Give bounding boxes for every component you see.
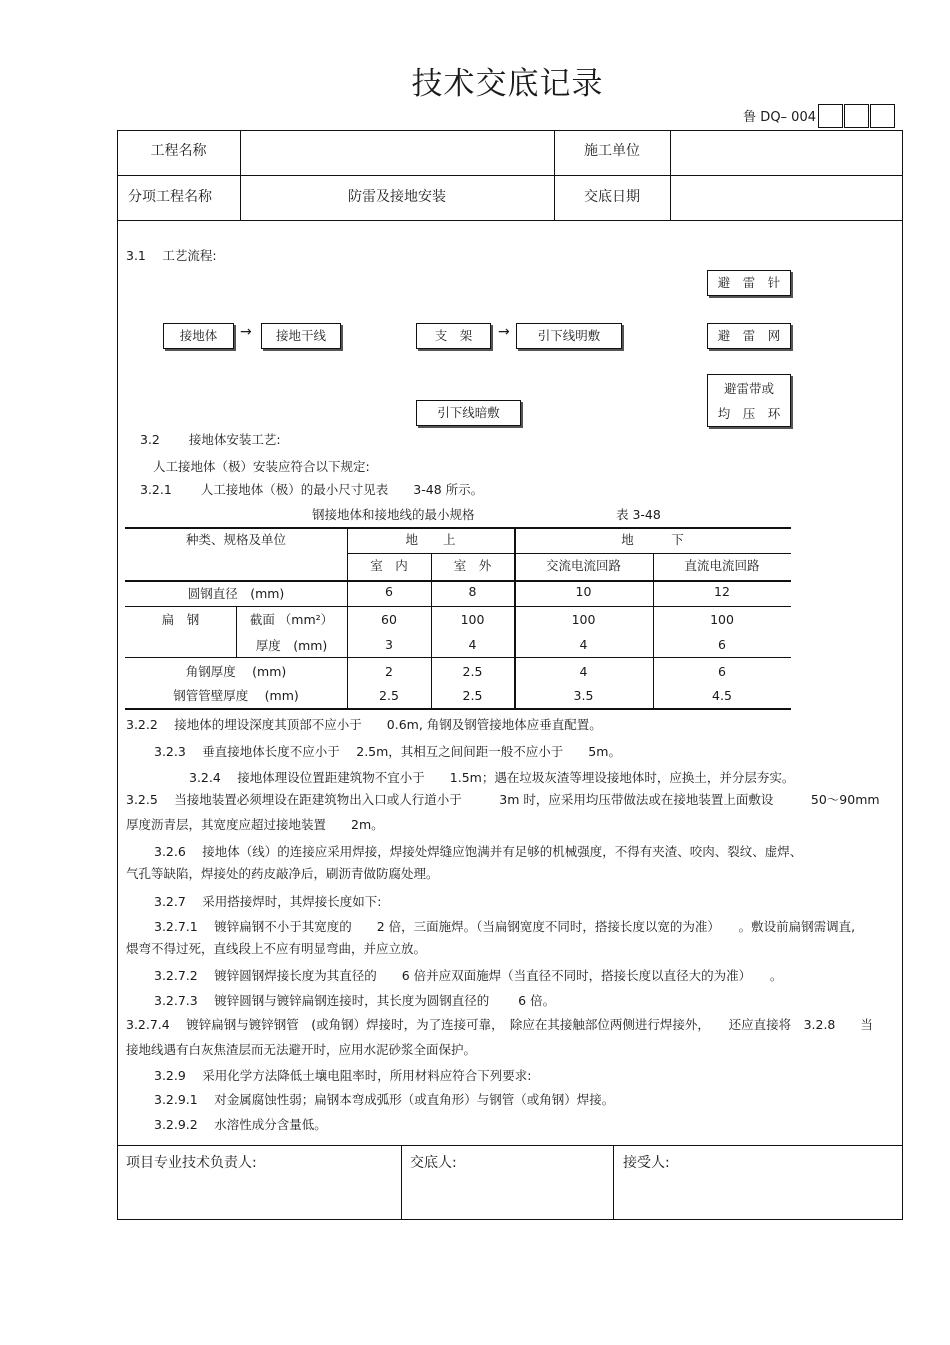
para-3-2-7-2: 3.2.7.2 镀锌圆钢焊接长度为其直径的 6 倍并应双面施焊（当直径不同时，搭接长度以直径大的为准） 。 xyxy=(154,968,783,983)
table-row-rule-2 xyxy=(125,657,791,658)
table-cell: 100 xyxy=(460,612,485,627)
table-subhead-rule xyxy=(347,553,791,554)
table-flat-steel-label: 扁 钢 xyxy=(161,612,200,627)
table-head-rule xyxy=(125,580,791,582)
flow-lightning-belt xyxy=(707,374,791,427)
flow-lightning-belt-line-1: 避雷带或 xyxy=(723,381,774,396)
para-3-2-7-4-line-2: 接地线遇有白灰焦渣层而无法避开时，应用水泥砂浆全面保护。 xyxy=(126,1042,477,1057)
frame-top xyxy=(117,130,903,131)
para-3-2-1: 3.2.1 人工接地体（极）的最小尺寸见表 3-48 所示。 xyxy=(140,482,484,497)
flow-down-exposed: 引下线明敷 xyxy=(516,323,622,349)
table-number: 表 3-48 xyxy=(616,507,661,522)
header-bottom xyxy=(117,220,903,221)
footer-col-1 xyxy=(401,1145,402,1219)
para-3-2-2: 3.2.2 接地体的埋设深度其顶部不应小于 0.6m, 角钢及钢管接地体应垂直配置。 xyxy=(126,717,602,732)
flow-down-concealed: 引下线暗敷 xyxy=(416,400,521,426)
tech-lead-label: 项目专业技术负责人: xyxy=(126,1155,257,1171)
table-cell: 60 xyxy=(381,612,397,627)
table-cell: 100 xyxy=(710,612,734,627)
table-row-label: 截面 （mm²） xyxy=(249,612,334,627)
table-cell: 6 xyxy=(718,664,726,679)
table-col-rule-4 xyxy=(653,553,654,709)
table-head-above: 地 上 xyxy=(405,532,456,547)
construction-unit-label: 施工单位 xyxy=(584,143,640,159)
table-head-outdoor: 室 外 xyxy=(453,558,492,573)
table-cell: 3 xyxy=(385,637,393,652)
para-3-2-7-4-line-1: 3.2.7.4 镀锌扁钢与镀锌钢管 (或角钢）焊接时，为了连接可靠， 除应在其接触部位两侧进行焊接外， 还应直接将 3.2.8 当 xyxy=(126,1017,873,1032)
table-head-kind: 种类、规格及单位 xyxy=(185,532,286,547)
table-cell: 2.5 xyxy=(462,688,483,703)
para-3-2-7-3: 3.2.7.3 镀锌圆钢与镀锌扁钢连接时，其长度为圆钢直径的 6 倍。 xyxy=(154,993,556,1008)
date-label: 交底日期 xyxy=(584,189,640,205)
project-name-label: 工程名称 xyxy=(150,143,207,159)
table-cell: 12 xyxy=(714,584,730,599)
flow-lightning-net: 避 雷 网 xyxy=(707,323,791,349)
table-cell: 10 xyxy=(575,584,592,599)
code-box-3 xyxy=(870,104,895,128)
discloser-label: 交底人: xyxy=(410,1155,457,1171)
frame-bottom xyxy=(117,1219,903,1220)
frame-left xyxy=(117,130,118,1220)
para-3-2-9-2: 3.2.9.2 水溶性成分含量低。 xyxy=(154,1117,327,1132)
table-cell: 4 xyxy=(579,637,588,652)
para-3-2-9: 3.2.9 采用化学方法降低土壤电阻率时，所用材料应符合下列要求: xyxy=(154,1068,532,1083)
section-3-1-heading: 3.1 工艺流程: xyxy=(126,248,217,263)
table-cell: 6 xyxy=(385,584,393,599)
table-bottom-rule xyxy=(125,708,791,710)
para-3-2-5-line-2: 厚度沥青层，其宽度应超过接地装置 2m。 xyxy=(126,817,384,832)
sub-project-label: 分项工程名称 xyxy=(128,189,212,205)
para-3-2-4: 3.2.4 接地体理设位置距建筑物不宜小于 1.5m；遇在垃圾灰渣等埋设接地体时，应换土，并分层夯实。 xyxy=(189,770,795,785)
table-row-label: 厚度 (mm) xyxy=(255,638,328,653)
flow-lightning-belt-line-2: 均 压 环 xyxy=(717,406,781,421)
code-box-2 xyxy=(844,104,869,128)
table-row-rule-1 xyxy=(125,606,791,607)
para-3-2-6-line-1: 3.2.6 接地体（线）的连接应采用焊接，焊接处焊缝应饱满并有足够的机械强度，不得有夹渣、咬肉、裂纹、虚焊、 xyxy=(154,844,803,859)
table-cell: 8 xyxy=(468,584,477,599)
flow-arrow-1: → xyxy=(240,324,252,340)
sub-project-value[interactable]: 防雷及接地安装 xyxy=(348,189,446,205)
header-col-1 xyxy=(240,130,241,220)
footer-col-2 xyxy=(613,1145,614,1219)
table-row-label: 圆钢直径 (mm) xyxy=(187,586,285,601)
receiver-label: 接受人: xyxy=(623,1155,670,1171)
intro-text: 人工接地体（极）安装应符合以下规定: xyxy=(153,459,370,474)
table-caption: 钢接地体和接地线的最小规格 xyxy=(312,507,475,522)
table-cell: 3.5 xyxy=(573,688,594,703)
footer-top xyxy=(117,1145,903,1146)
table-cell: 4 xyxy=(468,637,477,652)
table-head-dc: 直流电流回路 xyxy=(684,558,760,573)
flow-bracket: 支 架 xyxy=(416,323,491,349)
table-cell: 2.5 xyxy=(379,688,399,703)
table-row-label: 钢管管壁厚度 (mm) xyxy=(173,688,299,703)
form-code: 鲁 DQ– 004 xyxy=(743,110,816,125)
table-col-rule-2 xyxy=(431,553,432,709)
para-3-2-7-1-line-2: 煨弯不得过死，直线段上不应有明显弯曲，并应立放。 xyxy=(126,941,427,956)
para-3-2-3: 3.2.3 垂直接地体长度不应小于 2.5m，其相互之间间距一般不应小于 5m。 xyxy=(154,744,621,759)
table-cell: 4 xyxy=(579,664,588,679)
header-row-divider xyxy=(117,175,903,176)
table-top-rule xyxy=(125,527,791,529)
flow-ground-body: 接地体 xyxy=(163,323,234,349)
table-cell: 6 xyxy=(718,637,726,652)
flow-ground-trunk: 接地干线 xyxy=(261,323,341,349)
para-3-2-6-line-2: 气孔等缺陷，焊接处的药皮敲净后，刷沥青做防腐处理。 xyxy=(126,866,439,881)
flow-arrow-2: → xyxy=(498,324,510,340)
para-3-2-9-1: 3.2.9.1 对金属腐蚀性弱；扁钢本弯成弧形（或直角形）与钢管（或角钢）焊接。 xyxy=(154,1092,615,1107)
code-box-1 xyxy=(818,104,843,128)
table-cell: 100 xyxy=(571,612,596,627)
header-col-3 xyxy=(670,130,671,220)
table-head-ac: 交流电流回路 xyxy=(545,558,621,573)
section-3-2-heading: 3.2 接地体安装工艺: xyxy=(140,432,281,447)
table-row-label: 角钢厚度 (mm) xyxy=(185,664,287,679)
frame-right xyxy=(902,130,903,1220)
page-title: 技术交底记录 xyxy=(411,66,604,102)
para-3-2-5-line-1: 3.2.5 当接地装置必须埋设在距建筑物出入口或人行道小于 3m 时，应采用均压带做法或在接地装置上面敷设 50～90mm xyxy=(126,792,880,807)
flow-lightning-rod: 避 雷 针 xyxy=(707,270,791,296)
table-head-below: 地 下 xyxy=(621,532,684,547)
table-cell: 2 xyxy=(385,664,393,679)
table-cell: 4.5 xyxy=(712,688,732,703)
para-3-2-7-1-line-1: 3.2.7.1 镀锌扁钢不小于其宽度的 2 倍，三面施焊。（当扁钢宽度不同时，搭接长度以宽的为准） 。敷设前扁钢需调直, xyxy=(154,919,856,934)
table-cell: 2.5 xyxy=(462,664,483,679)
para-3-2-7: 3.2.7 采用搭接焊时，其焊接长度如下: xyxy=(154,894,382,909)
table-head-indoor: 室 内 xyxy=(370,558,408,573)
